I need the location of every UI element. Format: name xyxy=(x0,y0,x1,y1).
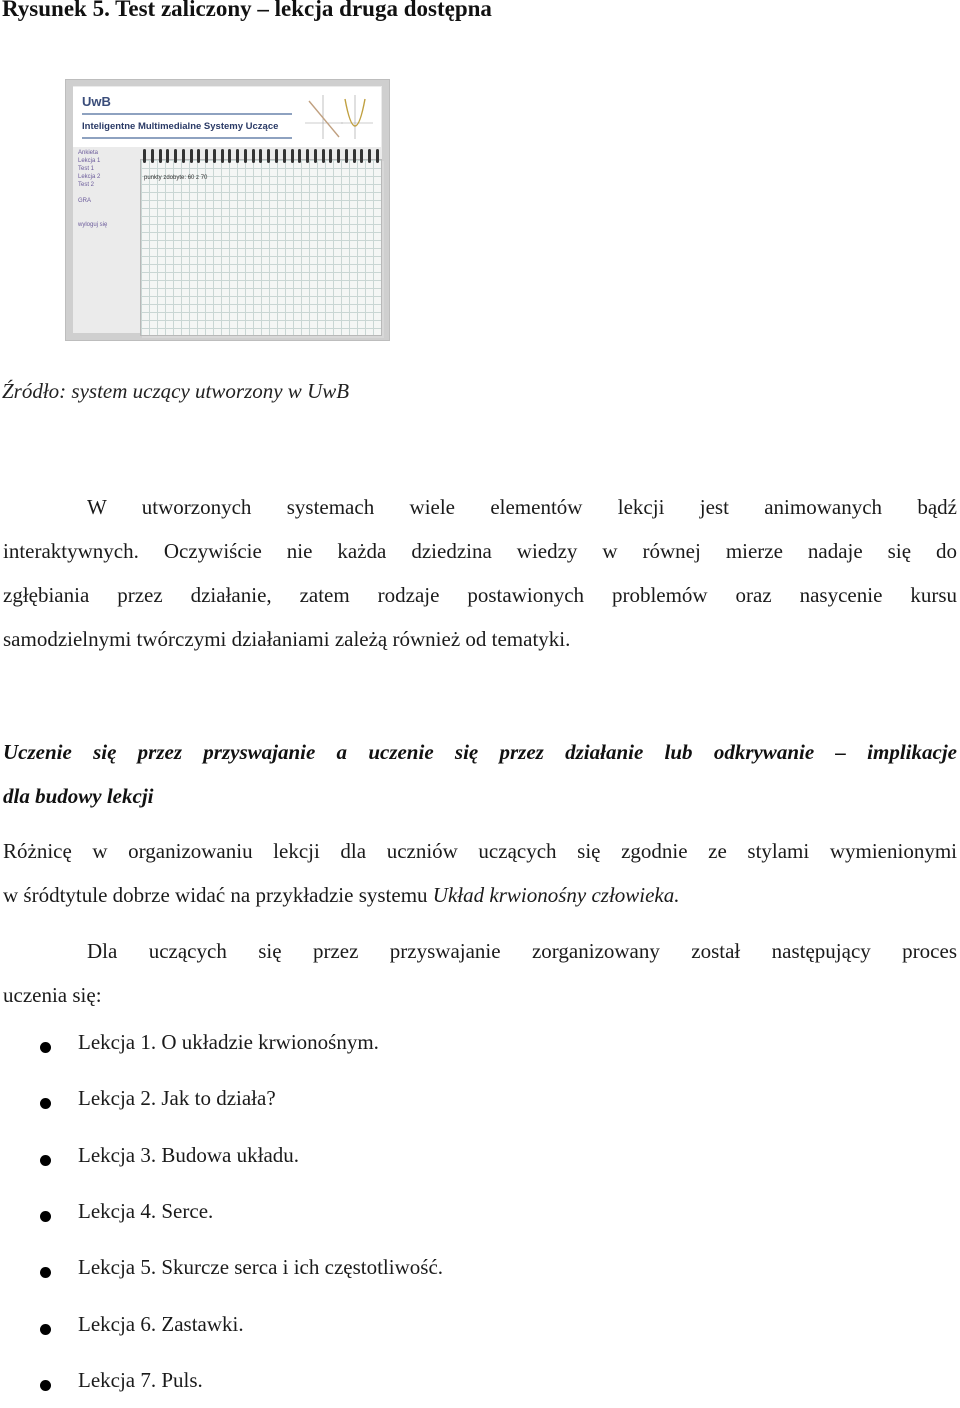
paragraph-line: Różnicę w organizowaniu lekcji dla uczniów uczących się zgodnie ze stylami wymienionymi xyxy=(3,839,957,863)
menu-item-lekcja-1[interactable]: Lekcja 1 xyxy=(78,158,101,164)
system-title: Inteligentne Multimedialne Systemy Uczące xyxy=(82,121,279,132)
menu-item-test-1[interactable]: Test 1 xyxy=(78,166,95,172)
header-rule xyxy=(82,137,292,139)
paragraph-text: w śródtytule dobrze widać na przykładzie systemu xyxy=(3,883,433,907)
header-rule xyxy=(82,113,292,115)
figure-source: Źródło: system uczący utworzony w UwB xyxy=(2,379,350,403)
menu-item-gra[interactable]: GRA xyxy=(78,198,92,204)
lesson-label: Lekcja 4. Serce. xyxy=(78,1199,214,1223)
figure-screenshot xyxy=(65,79,390,341)
lesson-label: Lekcja 2. Jak to działa? xyxy=(78,1086,276,1110)
notebook-spiral xyxy=(143,149,379,167)
lesson-label: Lekcja 3. Budowa układu. xyxy=(78,1143,300,1167)
menu-item-ankieta[interactable]: Ankieta xyxy=(78,150,99,156)
paragraph-1 xyxy=(3,485,957,661)
menu-item-lekcja-2[interactable]: Lekcja 2 xyxy=(78,174,101,180)
figure-header xyxy=(73,87,381,147)
paragraph-3 xyxy=(3,929,957,1017)
bullet-icon xyxy=(40,1324,51,1335)
paragraph-line: uczenia się: xyxy=(3,983,102,1007)
lesson-label: Lekcja 7. Puls. xyxy=(78,1368,203,1392)
lesson-label: Lekcja 6. Zastawki. xyxy=(78,1312,244,1336)
bullet-icon xyxy=(40,1211,51,1222)
paragraph-2 xyxy=(3,829,957,917)
bullet-icon xyxy=(40,1267,51,1278)
system-name: Układ krwionośny człowieka. xyxy=(432,883,680,907)
uwb-logo: UwB xyxy=(82,94,111,109)
bullet-icon xyxy=(40,1098,51,1109)
heading-line: Uczenie się przez przyswajanie a uczenie się przez działanie lub odkrywanie – implikacje xyxy=(3,740,957,764)
notebook-grid xyxy=(140,159,382,336)
bullet-icon xyxy=(40,1380,51,1391)
paragraph-line: zgłębiania przez działanie, zatem rodzaje postawionych problemów oraz nasycenie kursu xyxy=(3,583,957,607)
figure-sidebar-menu xyxy=(78,149,133,229)
heading-line: dla budowy lekcji xyxy=(3,784,154,808)
bullet-icon xyxy=(40,1042,51,1053)
function-graph-icon xyxy=(303,93,375,141)
section-heading xyxy=(3,730,957,818)
bullet-icon xyxy=(40,1155,51,1166)
paragraph-line: Dla uczących się przez przyswajanie zorganizowany został następujący proces xyxy=(87,939,957,963)
points-label: punkty zdobyte: 60 z 70 xyxy=(144,175,208,181)
figure-caption: Rysunek 5. Test zaliczony – lekcja druga dostępna xyxy=(2,0,492,21)
menu-item-test-2[interactable]: Test 2 xyxy=(78,182,95,188)
paragraph-line: interaktywnych. Oczywiście nie każda dziedzina wiedzy w równej mierze nadaje się do xyxy=(3,539,957,563)
paragraph-line: samodzielnymi twórczymi działaniami zależą również od tematyki. xyxy=(3,627,571,651)
menu-item-logout[interactable]: wyloguj się xyxy=(78,222,108,228)
paragraph-line: W utworzonych systemach wiele elementów lekcji jest animowanych bądź xyxy=(87,495,957,519)
paragraph-line xyxy=(3,873,957,917)
lesson-label: Lekcja 5. Skurcze serca i ich częstotliwość. xyxy=(78,1255,444,1279)
lesson-label: Lekcja 1. O układzie krwionośnym. xyxy=(78,1030,379,1054)
